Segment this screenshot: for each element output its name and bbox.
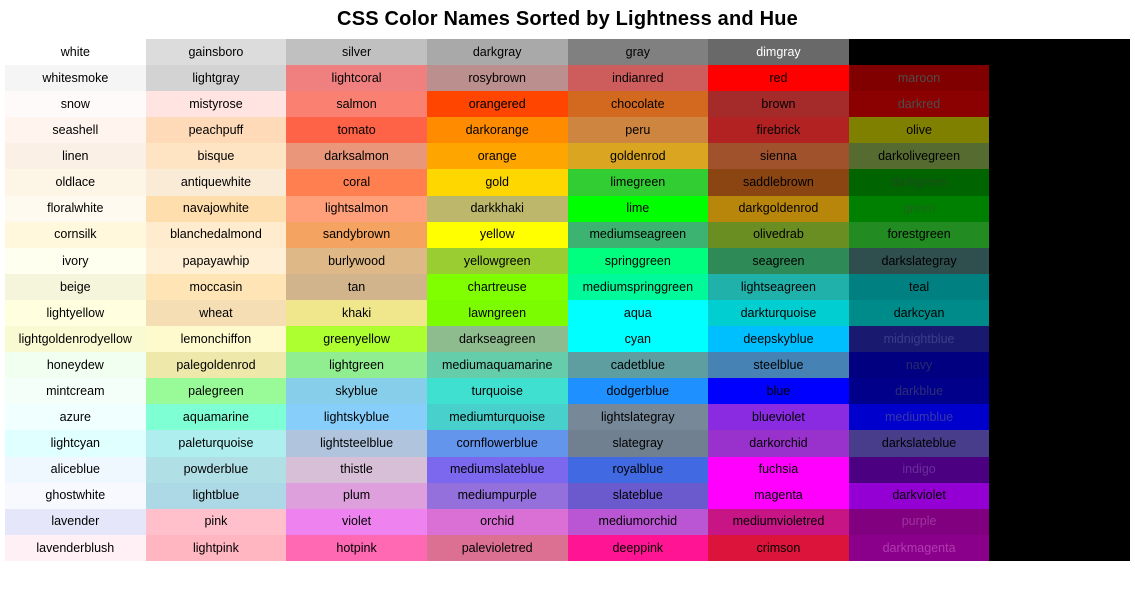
color-swatch: blanchedalmond	[146, 222, 287, 248]
color-swatch: sandybrown	[286, 222, 427, 248]
color-swatch: lightyellow	[5, 300, 146, 326]
color-swatch: red	[708, 65, 849, 91]
color-swatch: orangered	[427, 91, 568, 117]
color-swatch: darkmagenta	[849, 535, 990, 561]
color-swatch: deepskyblue	[708, 326, 849, 352]
color-swatch: orchid	[427, 509, 568, 535]
color-swatch: mediumturquoise	[427, 404, 568, 430]
color-swatch: teal	[849, 274, 990, 300]
color-swatch: darkslategray	[849, 248, 990, 274]
color-swatch: lightskyblue	[286, 404, 427, 430]
color-swatch: thistle	[286, 457, 427, 483]
color-swatch: gainsboro	[146, 39, 287, 65]
color-swatch: lime	[568, 196, 709, 222]
color-swatch: mediumpurple	[427, 483, 568, 509]
color-swatch: greenyellow	[286, 326, 427, 352]
color-swatch: violet	[286, 509, 427, 535]
color-swatch: salmon	[286, 91, 427, 117]
color-swatch: aqua	[568, 300, 709, 326]
color-swatch: darkred	[849, 91, 990, 117]
color-swatch: aquamarine	[146, 404, 287, 430]
color-swatch: whitesmoke	[5, 65, 146, 91]
color-swatch	[989, 352, 1130, 378]
color-swatch	[989, 509, 1130, 535]
color-swatch: slategray	[568, 430, 709, 456]
color-swatch: wheat	[146, 300, 287, 326]
color-swatch: lightgoldenrodyellow	[5, 326, 146, 352]
color-swatch: pink	[146, 509, 287, 535]
color-swatch: linen	[5, 143, 146, 169]
color-swatch: lightpink	[146, 535, 287, 561]
color-swatch: darkcyan	[849, 300, 990, 326]
color-swatch: springgreen	[568, 248, 709, 274]
color-swatch: tomato	[286, 117, 427, 143]
color-swatch: darkslateblue	[849, 430, 990, 456]
color-swatch: cornsilk	[5, 222, 146, 248]
color-swatch: lightcoral	[286, 65, 427, 91]
color-swatch	[989, 143, 1130, 169]
color-swatch: limegreen	[568, 169, 709, 195]
color-swatch: purple	[849, 509, 990, 535]
color-swatch: lavender	[5, 509, 146, 535]
color-swatch: orange	[427, 143, 568, 169]
color-swatch: mediumaquamarine	[427, 352, 568, 378]
color-swatch: darkgoldenrod	[708, 196, 849, 222]
color-swatch: gray	[568, 39, 709, 65]
color-swatch: powderblue	[146, 457, 287, 483]
color-swatch: lightblue	[146, 483, 287, 509]
color-swatch: mediumvioletred	[708, 509, 849, 535]
color-swatch: indianred	[568, 65, 709, 91]
color-swatch: darkgreen	[849, 169, 990, 195]
color-swatch: darkgray	[427, 39, 568, 65]
color-swatch: sienna	[708, 143, 849, 169]
color-swatch: moccasin	[146, 274, 287, 300]
color-swatch: lightgray	[146, 65, 287, 91]
color-swatch: yellow	[427, 222, 568, 248]
color-swatch: green	[849, 196, 990, 222]
color-swatch: peachpuff	[146, 117, 287, 143]
color-swatch: palevioletred	[427, 535, 568, 561]
color-swatch: burlywood	[286, 248, 427, 274]
color-swatch: darksalmon	[286, 143, 427, 169]
color-swatch: palegoldenrod	[146, 352, 287, 378]
color-swatch: darkviolet	[849, 483, 990, 509]
color-swatch: lightcyan	[5, 430, 146, 456]
color-swatch: silver	[286, 39, 427, 65]
color-swatch: darkturquoise	[708, 300, 849, 326]
color-swatch: gold	[427, 169, 568, 195]
color-swatch: deeppink	[568, 535, 709, 561]
color-swatch: snow	[5, 91, 146, 117]
color-swatch: khaki	[286, 300, 427, 326]
color-swatch: chartreuse	[427, 274, 568, 300]
color-swatch: aliceblue	[5, 457, 146, 483]
color-swatch: mediumblue	[849, 404, 990, 430]
color-swatch: maroon	[849, 65, 990, 91]
color-swatch: paleturquoise	[146, 430, 287, 456]
color-swatch: azure	[5, 404, 146, 430]
color-swatch: lightsalmon	[286, 196, 427, 222]
color-swatch: lightslategray	[568, 404, 709, 430]
color-swatch: darkorange	[427, 117, 568, 143]
color-swatch: cadetblue	[568, 352, 709, 378]
color-swatch: bisque	[146, 143, 287, 169]
color-swatch: seashell	[5, 117, 146, 143]
color-swatch	[849, 39, 990, 65]
color-swatch: cyan	[568, 326, 709, 352]
color-swatch: darkkhaki	[427, 196, 568, 222]
color-swatch: blueviolet	[708, 404, 849, 430]
color-swatch: darkseagreen	[427, 326, 568, 352]
color-swatch: rosybrown	[427, 65, 568, 91]
color-swatch: navajowhite	[146, 196, 287, 222]
color-swatch: lemonchiffon	[146, 326, 287, 352]
color-swatch: forestgreen	[849, 222, 990, 248]
color-swatch: mediumspringgreen	[568, 274, 709, 300]
color-swatch: palegreen	[146, 378, 287, 404]
color-swatch: steelblue	[708, 352, 849, 378]
color-swatch	[989, 39, 1130, 65]
color-swatch: darkolivegreen	[849, 143, 990, 169]
color-swatch: lightgreen	[286, 352, 427, 378]
color-swatch: coral	[286, 169, 427, 195]
color-swatch: antiquewhite	[146, 169, 287, 195]
color-swatch: floralwhite	[5, 196, 146, 222]
color-swatch: plum	[286, 483, 427, 509]
color-swatch	[989, 378, 1130, 404]
color-swatch	[989, 169, 1130, 195]
color-swatch: white	[5, 39, 146, 65]
color-swatch	[989, 483, 1130, 509]
page-title: CSS Color Names Sorted by Lightness and Hue	[337, 8, 798, 30]
color-swatch: mintcream	[5, 378, 146, 404]
color-swatch: magenta	[708, 483, 849, 509]
color-swatch: lavenderblush	[5, 535, 146, 561]
color-swatch: indigo	[849, 457, 990, 483]
color-swatch	[989, 457, 1130, 483]
color-swatch: olivedrab	[708, 222, 849, 248]
color-swatch: goldenrod	[568, 143, 709, 169]
color-swatch	[989, 274, 1130, 300]
color-swatch: cornflowerblue	[427, 430, 568, 456]
color-swatch: mediumorchid	[568, 509, 709, 535]
color-swatch	[989, 430, 1130, 456]
color-swatch: firebrick	[708, 117, 849, 143]
color-swatch: tan	[286, 274, 427, 300]
color-swatch: blue	[708, 378, 849, 404]
color-swatch: dimgray	[708, 39, 849, 65]
color-swatch: darkorchid	[708, 430, 849, 456]
color-swatch: crimson	[708, 535, 849, 561]
color-swatch: mistyrose	[146, 91, 287, 117]
color-swatch: lawngreen	[427, 300, 568, 326]
color-swatch: dodgerblue	[568, 378, 709, 404]
color-swatch	[989, 65, 1130, 91]
color-swatch: lightseagreen	[708, 274, 849, 300]
color-swatch: turquoise	[427, 378, 568, 404]
color-swatch: navy	[849, 352, 990, 378]
color-swatch: chocolate	[568, 91, 709, 117]
color-swatch: ivory	[5, 248, 146, 274]
color-swatch	[989, 222, 1130, 248]
color-swatch: royalblue	[568, 457, 709, 483]
color-swatch-grid	[0, 39, 1135, 566]
color-swatch: ghostwhite	[5, 483, 146, 509]
color-swatch: mediumslateblue	[427, 457, 568, 483]
color-swatch	[989, 326, 1130, 352]
color-swatch: papayawhip	[146, 248, 287, 274]
color-swatch: seagreen	[708, 248, 849, 274]
color-swatch: olive	[849, 117, 990, 143]
color-swatch	[989, 535, 1130, 561]
color-swatch: saddlebrown	[708, 169, 849, 195]
color-swatch: midnightblue	[849, 326, 990, 352]
color-swatch: skyblue	[286, 378, 427, 404]
color-swatch: beige	[5, 274, 146, 300]
color-swatch: oldlace	[5, 169, 146, 195]
color-swatch: fuchsia	[708, 457, 849, 483]
color-swatch: hotpink	[286, 535, 427, 561]
color-swatch: yellowgreen	[427, 248, 568, 274]
color-swatch	[989, 91, 1130, 117]
color-swatch	[989, 300, 1130, 326]
color-swatch	[989, 248, 1130, 274]
color-swatch: lightsteelblue	[286, 430, 427, 456]
color-swatch: slateblue	[568, 483, 709, 509]
color-swatch: brown	[708, 91, 849, 117]
color-swatch: darkblue	[849, 378, 990, 404]
color-swatch	[989, 196, 1130, 222]
color-swatch: peru	[568, 117, 709, 143]
color-swatch: honeydew	[5, 352, 146, 378]
color-swatch: mediumseagreen	[568, 222, 709, 248]
color-swatch	[989, 404, 1130, 430]
color-swatch	[989, 117, 1130, 143]
